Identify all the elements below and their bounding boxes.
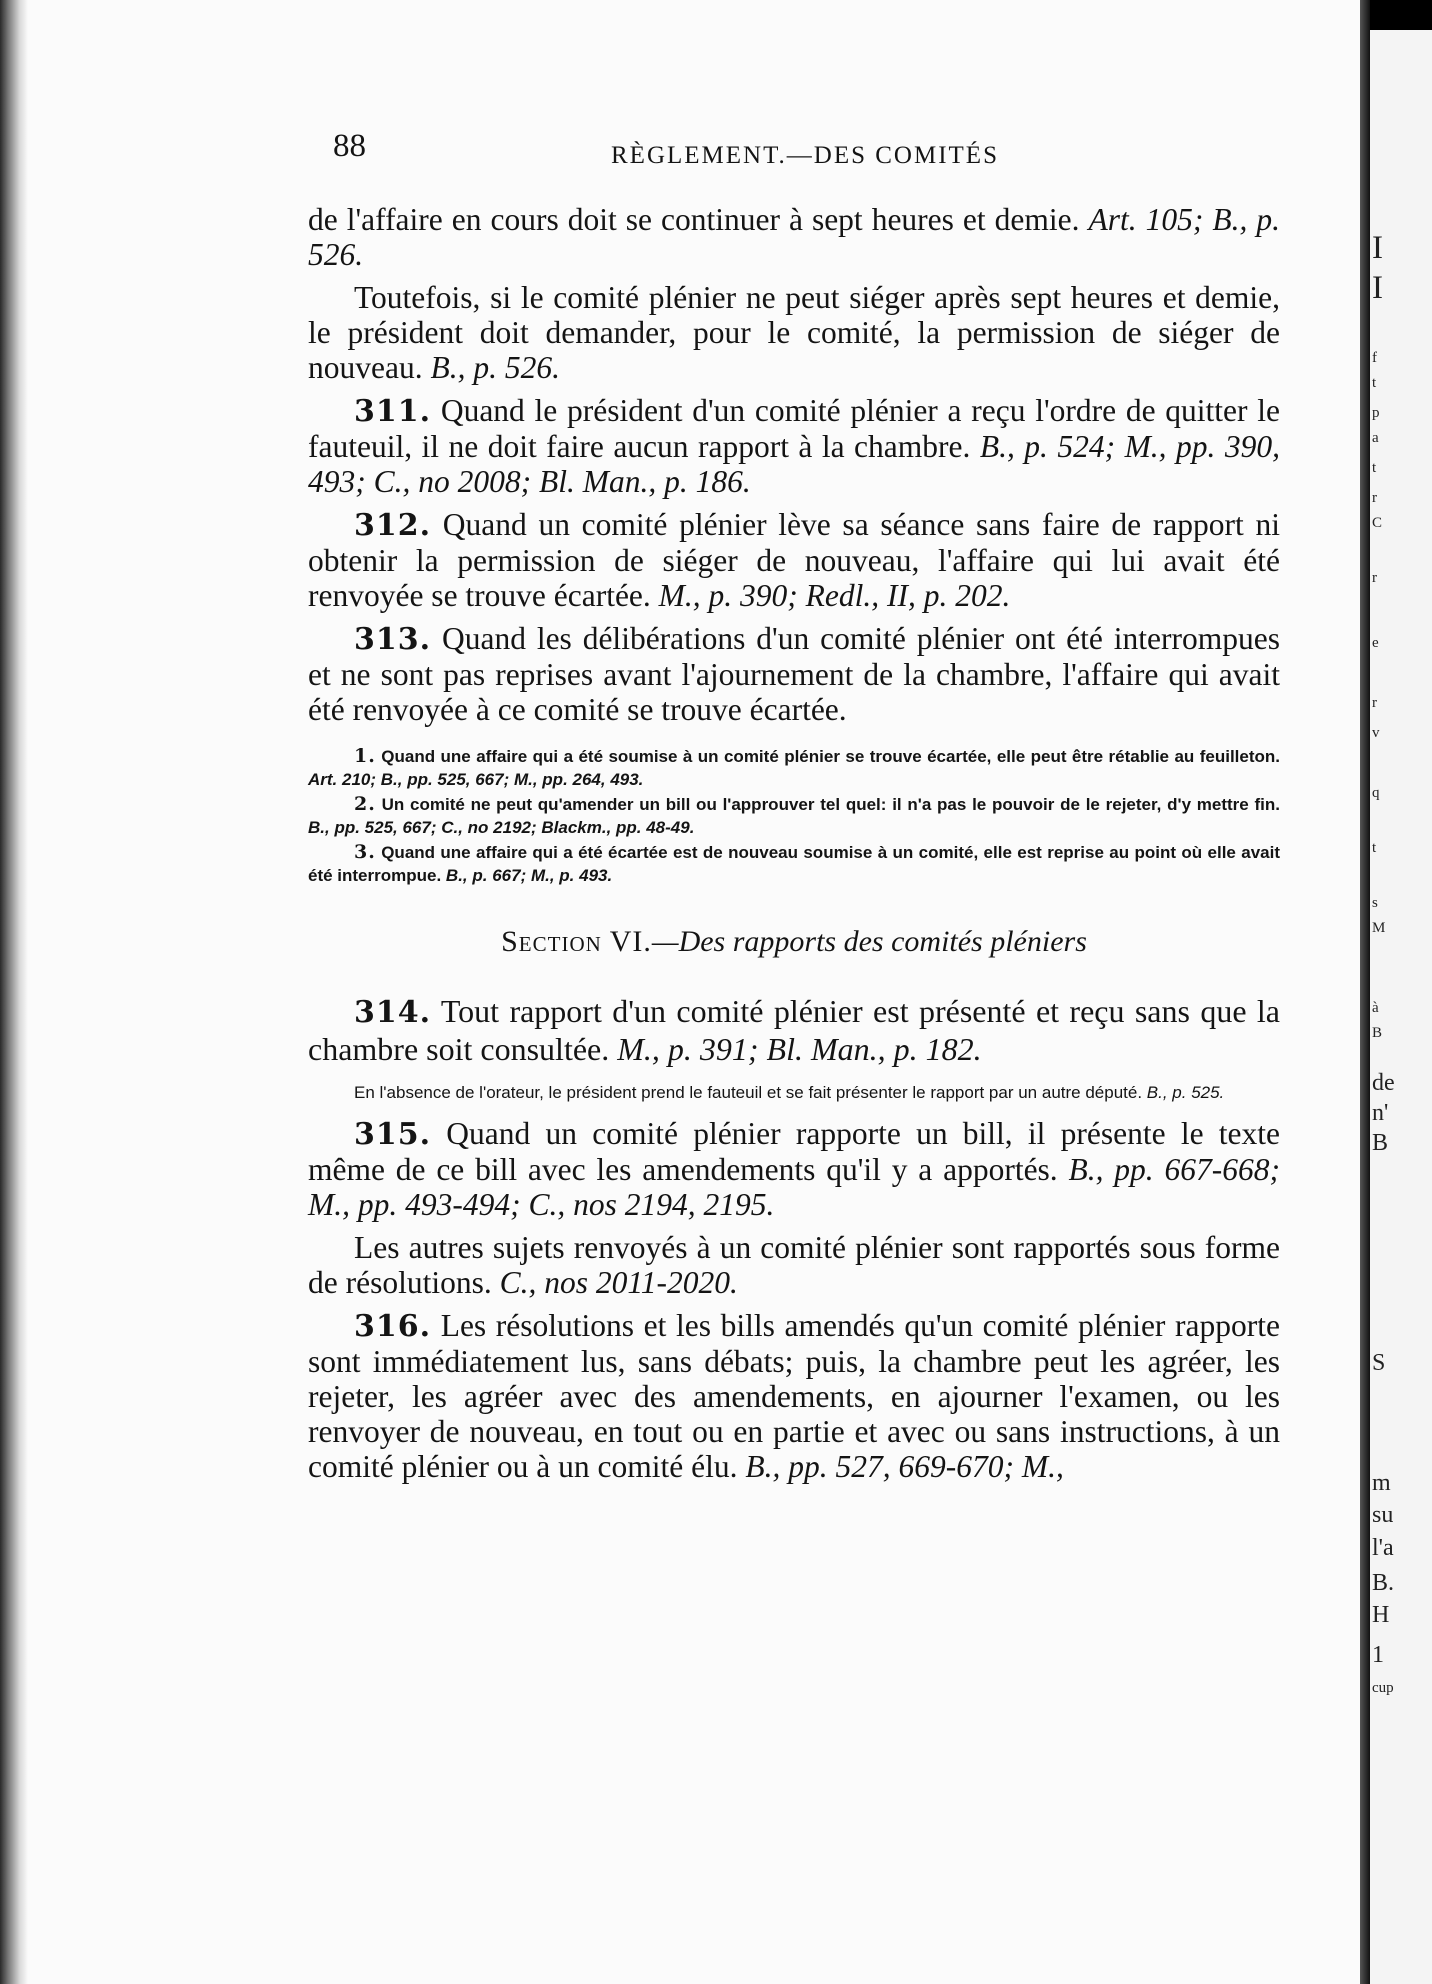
paragraph-text: Quand le président d'un comité plénier a reçu l'ordre de quitter le fauteuil, il ne doit faire aucun rapport à la chambre.	[308, 393, 1280, 464]
page-body	[308, 202, 1280, 1484]
article-312	[308, 507, 1280, 613]
citation: B., p. 524; M., pp. 390, 493; C., no 2008; Bl. Man., p. 186.	[308, 429, 1280, 499]
article-315-continued	[308, 1230, 1280, 1300]
fragment: C	[1372, 515, 1383, 531]
note-number: 3.	[354, 841, 376, 863]
article-number: 315.	[354, 1117, 432, 1152]
note-item	[308, 841, 1280, 887]
paragraph-text: de l'affaire en cours doit se continuer à sept heures et demie.	[308, 202, 1089, 237]
article-number: 316.	[354, 1309, 432, 1344]
fragment: f	[1372, 350, 1377, 366]
citation: B., pp. 527, 669-670; M.,	[745, 1449, 1064, 1484]
fragment: S	[1372, 1350, 1386, 1376]
article-314	[308, 993, 1280, 1067]
note-item	[308, 793, 1280, 839]
citation: Art. 105; B., p. 526.	[308, 202, 1281, 272]
article-number: 311.	[354, 394, 432, 429]
fragment: t	[1372, 460, 1377, 476]
fragment: B	[1372, 1130, 1389, 1156]
paragraph-toutefois	[308, 280, 1280, 385]
article-313	[308, 621, 1280, 727]
note-text: En l'absence de l'orateur, le président prend le fauteuil et se fait présenter le rapport par un autre député.	[354, 1083, 1147, 1102]
notes-313	[308, 745, 1280, 887]
fragment: l'a	[1372, 1535, 1394, 1561]
page-number: 88	[333, 128, 366, 164]
fragment: t	[1372, 840, 1377, 856]
page-edge-shadow	[0, 0, 28, 1984]
fragment: r	[1372, 570, 1377, 586]
running-head: RÈGLEMENT.—DES COMITÉS	[611, 142, 999, 169]
fragment: n'	[1372, 1100, 1389, 1126]
paragraph-text: Les autres sujets renvoyés à un comité plénier sont rapportés sous forme de résolutions.	[308, 1230, 1280, 1300]
section-heading	[308, 925, 1280, 959]
fragment: e	[1372, 635, 1379, 651]
fragment: cup	[1372, 1680, 1394, 1696]
page-header	[333, 128, 1283, 168]
adjacent-page-edge	[1370, 30, 1432, 1984]
citation: M., p. 390; Redl., II, p. 202.	[658, 578, 1011, 613]
citation: C., nos 2011-2020.	[499, 1265, 738, 1300]
fragment: q	[1372, 785, 1380, 801]
note-text: Un comité ne peut qu'amender un bill ou l'approuver tel quel: il n'a pas le pouvoir de le rejeter, d'y mettre fin.	[375, 795, 1280, 814]
paragraph-text: Quand un comité plénier lève sa séance sans faire de rapport ni obtenir la permission de siéger de nouveau, l'affaire qui lui avait été renvoyée se trouve écartée.	[308, 507, 1280, 613]
fragment: p	[1372, 405, 1380, 421]
paragraph-text: Quand les délibérations d'un comité plénier ont été interrompues et ne sont pas reprises avant l'ajournement de la chambre, l'affaire qui avait été renvoyée à ce comité se trouve écartée.	[308, 621, 1280, 727]
fragment: 1	[1372, 1642, 1384, 1668]
article-315	[308, 1116, 1280, 1222]
article-number: 314.	[354, 995, 432, 1030]
fragment: t	[1372, 375, 1377, 391]
article-314-note	[308, 1081, 1280, 1104]
article-311	[308, 393, 1280, 499]
article-number: 313.	[354, 622, 432, 657]
fragment: de	[1372, 1070, 1395, 1096]
paragraph-text: Tout rapport d'un comité plénier est présenté et reçu sans que la chambre soit consultée.	[308, 993, 1280, 1067]
paragraph-text: Toutefois, si le comité plénier ne peut siéger après sept heures et demie, le président doit demander, pour le comité, la permission de siéger de nouveau.	[308, 280, 1280, 385]
citation: B., p. 525.	[1146, 1083, 1225, 1102]
citation: M., p. 391; Bl. Man., p. 182.	[617, 1031, 982, 1067]
fragment: H	[1372, 1602, 1390, 1628]
note-number: 1.	[354, 745, 376, 767]
fragment: I	[1372, 270, 1383, 306]
note-number: 2.	[354, 793, 376, 815]
fragment: r	[1372, 490, 1377, 506]
article-number: 312.	[354, 508, 432, 543]
fragment: M	[1372, 920, 1386, 936]
fragment: B	[1372, 1025, 1383, 1041]
fragment: a	[1372, 430, 1379, 446]
fragment: s	[1372, 895, 1378, 911]
note-text: Quand une affaire qui a été soumise à un comité plénier se trouve écartée, elle peut être rétablie au feuilleton.	[375, 747, 1280, 766]
fragment: m	[1372, 1470, 1391, 1496]
note-item	[308, 745, 1280, 791]
fragment: su	[1372, 1502, 1394, 1528]
fragment: à	[1372, 1000, 1379, 1016]
paragraph-text: Les résolutions et les bills amendés qu'un comité plénier rapporte sont immédiatement lus, sans débats; puis, la chambre peut les agréer, les rejeter, les agréer avec des amendements, en ajourner l'examen, ou les renvoyer de nouveau, en tout ou en partie et avec ou sans instructions, à un comité plénier ou à un comité élu.	[308, 1308, 1280, 1484]
fragment: r	[1372, 695, 1377, 711]
paragraph-continuation	[308, 202, 1280, 272]
article-316	[308, 1308, 1280, 1484]
fragment: B.	[1372, 1570, 1395, 1596]
section-title: —Des rapports des comités pléniers	[651, 925, 1087, 958]
fragment: v	[1372, 725, 1380, 741]
book-spine	[1360, 0, 1370, 1984]
citation: B., p. 526.	[430, 350, 560, 385]
citation: B., p. 667; M., p. 493.	[445, 866, 613, 885]
note-text: Quand une affaire qui a été écartée est de nouveau soumise à un comité, elle est reprise au point où elle avait été interrompue.	[308, 843, 1280, 885]
citation: B., pp. 667-668; M., pp. 493-494; C., nos 2194, 2195.	[308, 1152, 1280, 1222]
fragment: I	[1372, 230, 1383, 266]
citation: B., pp. 525, 667; C., no 2192; Blackm., pp. 48-49.	[308, 818, 695, 837]
citation: Art. 210; B., pp. 525, 667; M., pp. 264, 493.	[308, 770, 644, 789]
section-label: Section VI.	[501, 925, 652, 958]
paragraph-text: Quand un comité plénier rapporte un bill, il présente le texte même de ce bill avec les amendements qu'il y a apportés.	[308, 1116, 1280, 1187]
